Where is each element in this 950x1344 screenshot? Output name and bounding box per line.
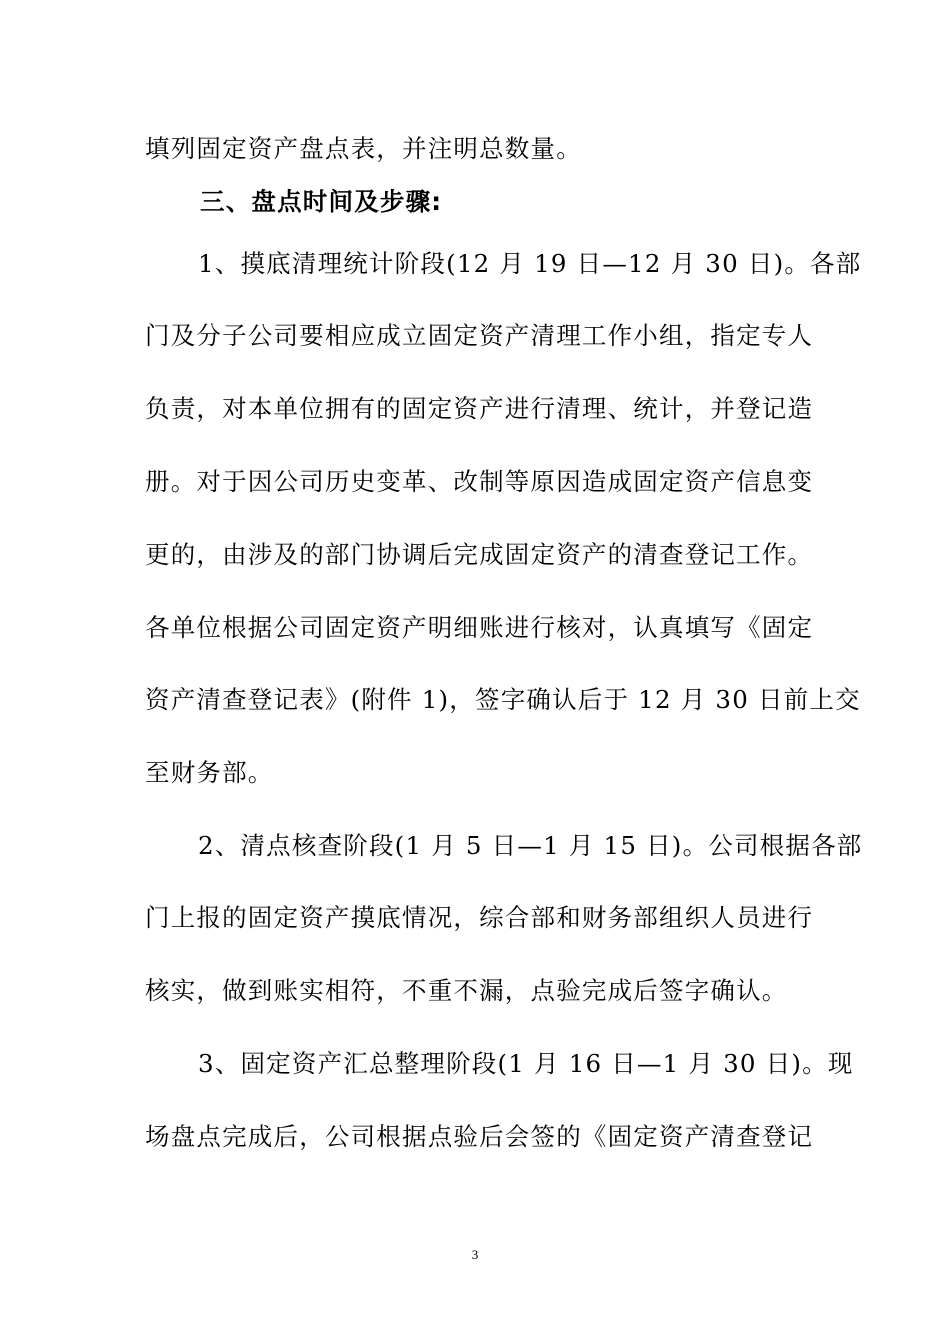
- paragraph-line: 负责，对本单位拥有的固定资产进行清理、统计，并登记造: [145, 394, 814, 423]
- page-number: 3: [471, 1247, 479, 1262]
- paragraph-line: 各单位根据公司固定资产明细账进行核对，认真填写《固定: [145, 613, 814, 642]
- section-heading: 三、盘点时间及步骤:: [200, 187, 443, 216]
- paragraph-line: 更的，由涉及的部门协调后完成固定资产的清查登记工作。: [145, 540, 814, 569]
- paragraph-line: 核实，做到账实相符，不重不漏，点验完成后签字确认。: [145, 976, 788, 1005]
- paragraph-line: 1、摸底清理统计阶段(12 月 19 日—12 月 30 日)。各部: [198, 249, 862, 278]
- paragraph-line: 册。对于因公司历史变革、改制等原因造成固定资产信息变: [145, 467, 814, 496]
- paragraph-line: 2、清点核查阶段(1 月 5 日—1 月 15 日)。公司根据各部: [198, 831, 863, 860]
- paragraph-line: 至财务部。: [145, 758, 274, 787]
- paragraph-line: 资产清查登记表》(附件 1)，签字确认后于 12 月 30 日前上交: [145, 685, 861, 714]
- paragraph-line: 3、固定资产汇总整理阶段(1 月 16 日—1 月 30 日)。现: [198, 1049, 854, 1078]
- paragraph-line: 门上报的固定资产摸底情况，综合部和财务部组织人员进行: [145, 903, 814, 932]
- paragraph-line: 门及分子公司要相应成立固定资产清理工作小组，指定专人: [145, 321, 814, 350]
- paragraph-line: 场盘点完成后，公司根据点验后会签的《固定资产清查登记: [145, 1122, 814, 1151]
- paragraph-line: 填列固定资产盘点表，并注明总数量。: [145, 134, 582, 163]
